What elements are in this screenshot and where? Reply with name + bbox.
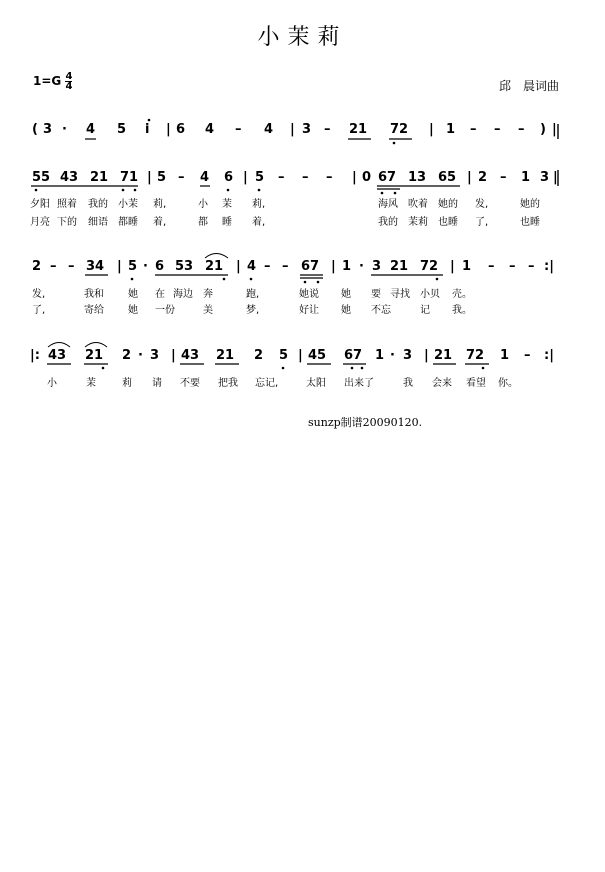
note: 21 — [216, 348, 235, 363]
lyric-word: 我。 — [452, 305, 472, 316]
octave-dot — [482, 367, 485, 370]
lyric-word: 着, — [252, 217, 266, 228]
lyric-word: 我的 — [378, 217, 398, 228]
note: i — [145, 122, 150, 137]
lyric-word: 美 — [203, 305, 213, 316]
time-signature-top: 4 — [65, 71, 73, 82]
note: 1 — [500, 348, 510, 363]
lyric-word: 月亮 — [30, 217, 50, 228]
octave-dot — [134, 189, 137, 192]
note: 5 — [128, 259, 138, 274]
octave-dot — [394, 192, 397, 195]
octave-dot — [282, 367, 285, 370]
octave-dot — [317, 281, 320, 284]
lyric-word: 小贝 — [420, 289, 440, 300]
octave-dot — [393, 142, 396, 145]
note: – — [488, 259, 495, 274]
lyric-word: 寄给 — [84, 305, 104, 316]
lyric-word: 下的 — [57, 217, 77, 228]
lyric-word: 小 — [47, 378, 57, 389]
lyric-word: 她的 — [438, 199, 458, 210]
lyric-word: 出来了 — [344, 378, 374, 389]
note: – — [178, 170, 185, 185]
note: 53 — [175, 259, 194, 274]
lyric-word: 茉 — [86, 378, 96, 389]
bar-line: | — [171, 348, 176, 363]
octave-dot — [131, 278, 134, 281]
octave-dot-group — [35, 119, 488, 370]
note: 4 — [264, 122, 274, 137]
lyric-word: 一份 — [155, 305, 175, 316]
note: – — [302, 170, 309, 185]
note: 3 — [372, 259, 382, 274]
lyric-word: 莉 — [122, 378, 132, 389]
note: 21 — [90, 170, 109, 185]
note: 21 — [349, 122, 368, 137]
lyric-word: 发, — [32, 289, 46, 300]
octave-dot — [223, 278, 226, 281]
lyric-word: 我的 — [88, 199, 108, 210]
lyric-word: 吹着 — [408, 199, 428, 210]
lyric-word: 也睡 — [520, 217, 540, 228]
note: – — [282, 259, 289, 274]
bar-line: | — [467, 170, 472, 185]
octave-dot — [102, 367, 105, 370]
note: 5 — [117, 122, 127, 137]
lyric-word: 你。 — [498, 378, 518, 389]
lyric-word: 不忘 — [371, 305, 391, 316]
bar-line: | — [424, 348, 429, 363]
note: 21 — [85, 348, 104, 363]
bar-line: | — [117, 259, 122, 274]
note: – — [324, 122, 331, 137]
bar-line: | — [166, 122, 171, 137]
note: 1 — [446, 122, 456, 137]
note: 72 — [420, 259, 439, 274]
note: 72 — [390, 122, 409, 137]
lyric-word: 她 — [128, 289, 138, 300]
lyric-word: 发, — [475, 199, 489, 210]
note: 21 — [205, 259, 224, 274]
octave-dot — [148, 119, 151, 122]
note: 5 — [255, 170, 265, 185]
note: – — [50, 259, 57, 274]
note: – — [500, 170, 507, 185]
key-label: 1=G — [33, 74, 62, 88]
lyric-word: 睡 — [222, 217, 232, 228]
time-signature-bottom: 4 — [65, 81, 73, 92]
lyric-word: 好让 — [299, 305, 319, 316]
repeat-start: |: — [30, 348, 40, 363]
octave-dot — [227, 189, 230, 192]
bar-line: | — [552, 122, 557, 137]
bar-line: | — [236, 259, 241, 274]
lyric-word: 会来 — [432, 378, 452, 389]
bar-line: | — [298, 348, 303, 363]
slur — [85, 343, 107, 348]
note: 1 — [521, 170, 531, 185]
lyric-word: 她 — [341, 305, 351, 316]
note: – — [518, 122, 525, 137]
note: 71 — [120, 170, 139, 185]
lyric-word: 茉莉 — [408, 217, 428, 228]
note: 13 — [408, 170, 427, 185]
bar-line: | — [147, 170, 152, 185]
octave-dot — [361, 367, 364, 370]
lyric-word: 海边 — [173, 289, 193, 300]
lyric-word: 奔 — [203, 289, 213, 300]
page-title: 小茉莉 — [257, 25, 348, 50]
lyric-word: 寻找 — [390, 289, 410, 300]
lyric-word: 请 — [152, 378, 162, 389]
note: 0 — [362, 170, 372, 185]
note: – — [264, 259, 271, 274]
lyric-word: 不要 — [180, 378, 200, 389]
lyric-word: 莉, — [252, 199, 266, 210]
octave-dot — [381, 192, 384, 195]
note: 3 — [150, 348, 160, 363]
note: 3 — [43, 122, 53, 137]
lyric-word: 都 — [198, 217, 208, 228]
bar-line: | — [553, 170, 558, 185]
lyric-word: 她 — [128, 305, 138, 316]
note: – — [528, 259, 535, 274]
note: 21 — [390, 259, 409, 274]
octave-dot — [250, 278, 253, 281]
note: 2 — [478, 170, 488, 185]
note: · — [138, 348, 143, 363]
note: 43 — [60, 170, 79, 185]
note: 3 — [403, 348, 413, 363]
note: 21 — [434, 348, 453, 363]
note: 43 — [181, 348, 200, 363]
lyric-word: 她说 — [299, 289, 319, 300]
note: 6 — [224, 170, 234, 185]
lyric-word: 夕阳 — [30, 199, 50, 210]
lyric-word: 海风 — [378, 199, 398, 210]
lyric-word: 也睡 — [438, 217, 458, 228]
lyric-word: 小茉 — [118, 199, 138, 210]
slur — [48, 343, 70, 348]
bar-line: | — [290, 122, 295, 137]
lyric-word: 我 — [403, 378, 413, 389]
lyric-word: 细语 — [88, 217, 108, 228]
note: 55 — [32, 170, 51, 185]
lyric-word: 了, — [475, 217, 489, 228]
note: 2 — [122, 348, 132, 363]
slur — [205, 254, 228, 259]
note: · — [359, 259, 364, 274]
bar-line: | — [243, 170, 248, 185]
lyric-word: 她 — [341, 289, 351, 300]
octave-dot — [258, 189, 261, 192]
octave-dot — [122, 189, 125, 192]
lyric-word: 太阳 — [306, 378, 326, 389]
note: 65 — [438, 170, 457, 185]
octave-dot — [436, 278, 439, 281]
note: ) — [540, 122, 546, 137]
note: – — [278, 170, 285, 185]
note: 4 — [200, 170, 210, 185]
note: 4 — [205, 122, 215, 137]
lyric-word: 莉, — [153, 199, 167, 210]
note: 34 — [86, 259, 105, 274]
note: 3 — [540, 170, 550, 185]
note: 67 — [344, 348, 363, 363]
lyric-word: 我和 — [84, 289, 104, 300]
lyric-word: 小 — [198, 199, 208, 210]
note: 6 — [155, 259, 165, 274]
note: · — [390, 348, 395, 363]
lyric-word: 在 — [155, 289, 165, 300]
note: 45 — [308, 348, 327, 363]
octave-dot — [304, 281, 307, 284]
bar-line: | — [331, 259, 336, 274]
lyric-word: 忘记, — [255, 378, 279, 389]
note: – — [326, 170, 333, 185]
lyric-word: 梦, — [246, 305, 260, 316]
composer-credit: 邱 晨词曲 — [498, 79, 559, 93]
note: 3 — [302, 122, 312, 137]
note: 4 — [86, 122, 96, 137]
note: – — [524, 348, 531, 363]
time-signature — [65, 72, 72, 91]
key-signature — [33, 72, 72, 91]
note: 6 — [176, 122, 186, 137]
note: – — [235, 122, 242, 137]
note: – — [494, 122, 501, 137]
slur-group — [48, 254, 228, 348]
arranger-credit: sunzp制谱20090120. — [308, 416, 423, 429]
note: 2 — [32, 259, 42, 274]
octave-dot — [35, 189, 38, 192]
note: – — [68, 259, 75, 274]
lyric-word: 她的 — [520, 199, 540, 210]
note: 67 — [378, 170, 397, 185]
lyric-word: 把我 — [218, 378, 238, 389]
lyric-word: 看望 — [466, 378, 486, 389]
lyric-word: 照着 — [57, 199, 77, 210]
lyric-word: 记 — [420, 305, 430, 316]
note: 1 — [375, 348, 385, 363]
lyric-word: 着, — [153, 217, 167, 228]
lyric-word: 都睡 — [118, 217, 138, 228]
repeat-end: :| — [544, 348, 554, 363]
note: 1 — [462, 259, 472, 274]
note: 72 — [466, 348, 485, 363]
lyric-word: 跑, — [246, 289, 260, 300]
note: · — [143, 259, 148, 274]
bar-line: | — [352, 170, 357, 185]
note: 43 — [48, 348, 67, 363]
bar-line: | — [450, 259, 455, 274]
note: 1 — [342, 259, 352, 274]
note: 5 — [279, 348, 289, 363]
note: · — [62, 122, 67, 137]
repeat-end: :| — [544, 259, 554, 274]
note: ( — [32, 122, 38, 137]
note: – — [470, 122, 477, 137]
lyric-word: 茉 — [222, 199, 232, 210]
note: 4 — [247, 259, 257, 274]
octave-dot — [351, 367, 354, 370]
bar-line: | — [429, 122, 434, 137]
note: 67 — [301, 259, 320, 274]
lyric-word: 要 — [371, 289, 381, 300]
lyric-word: 壳。 — [452, 289, 472, 300]
note: 5 — [157, 170, 167, 185]
note: 2 — [254, 348, 264, 363]
note: – — [509, 259, 516, 274]
lyric-word: 了, — [32, 305, 46, 316]
